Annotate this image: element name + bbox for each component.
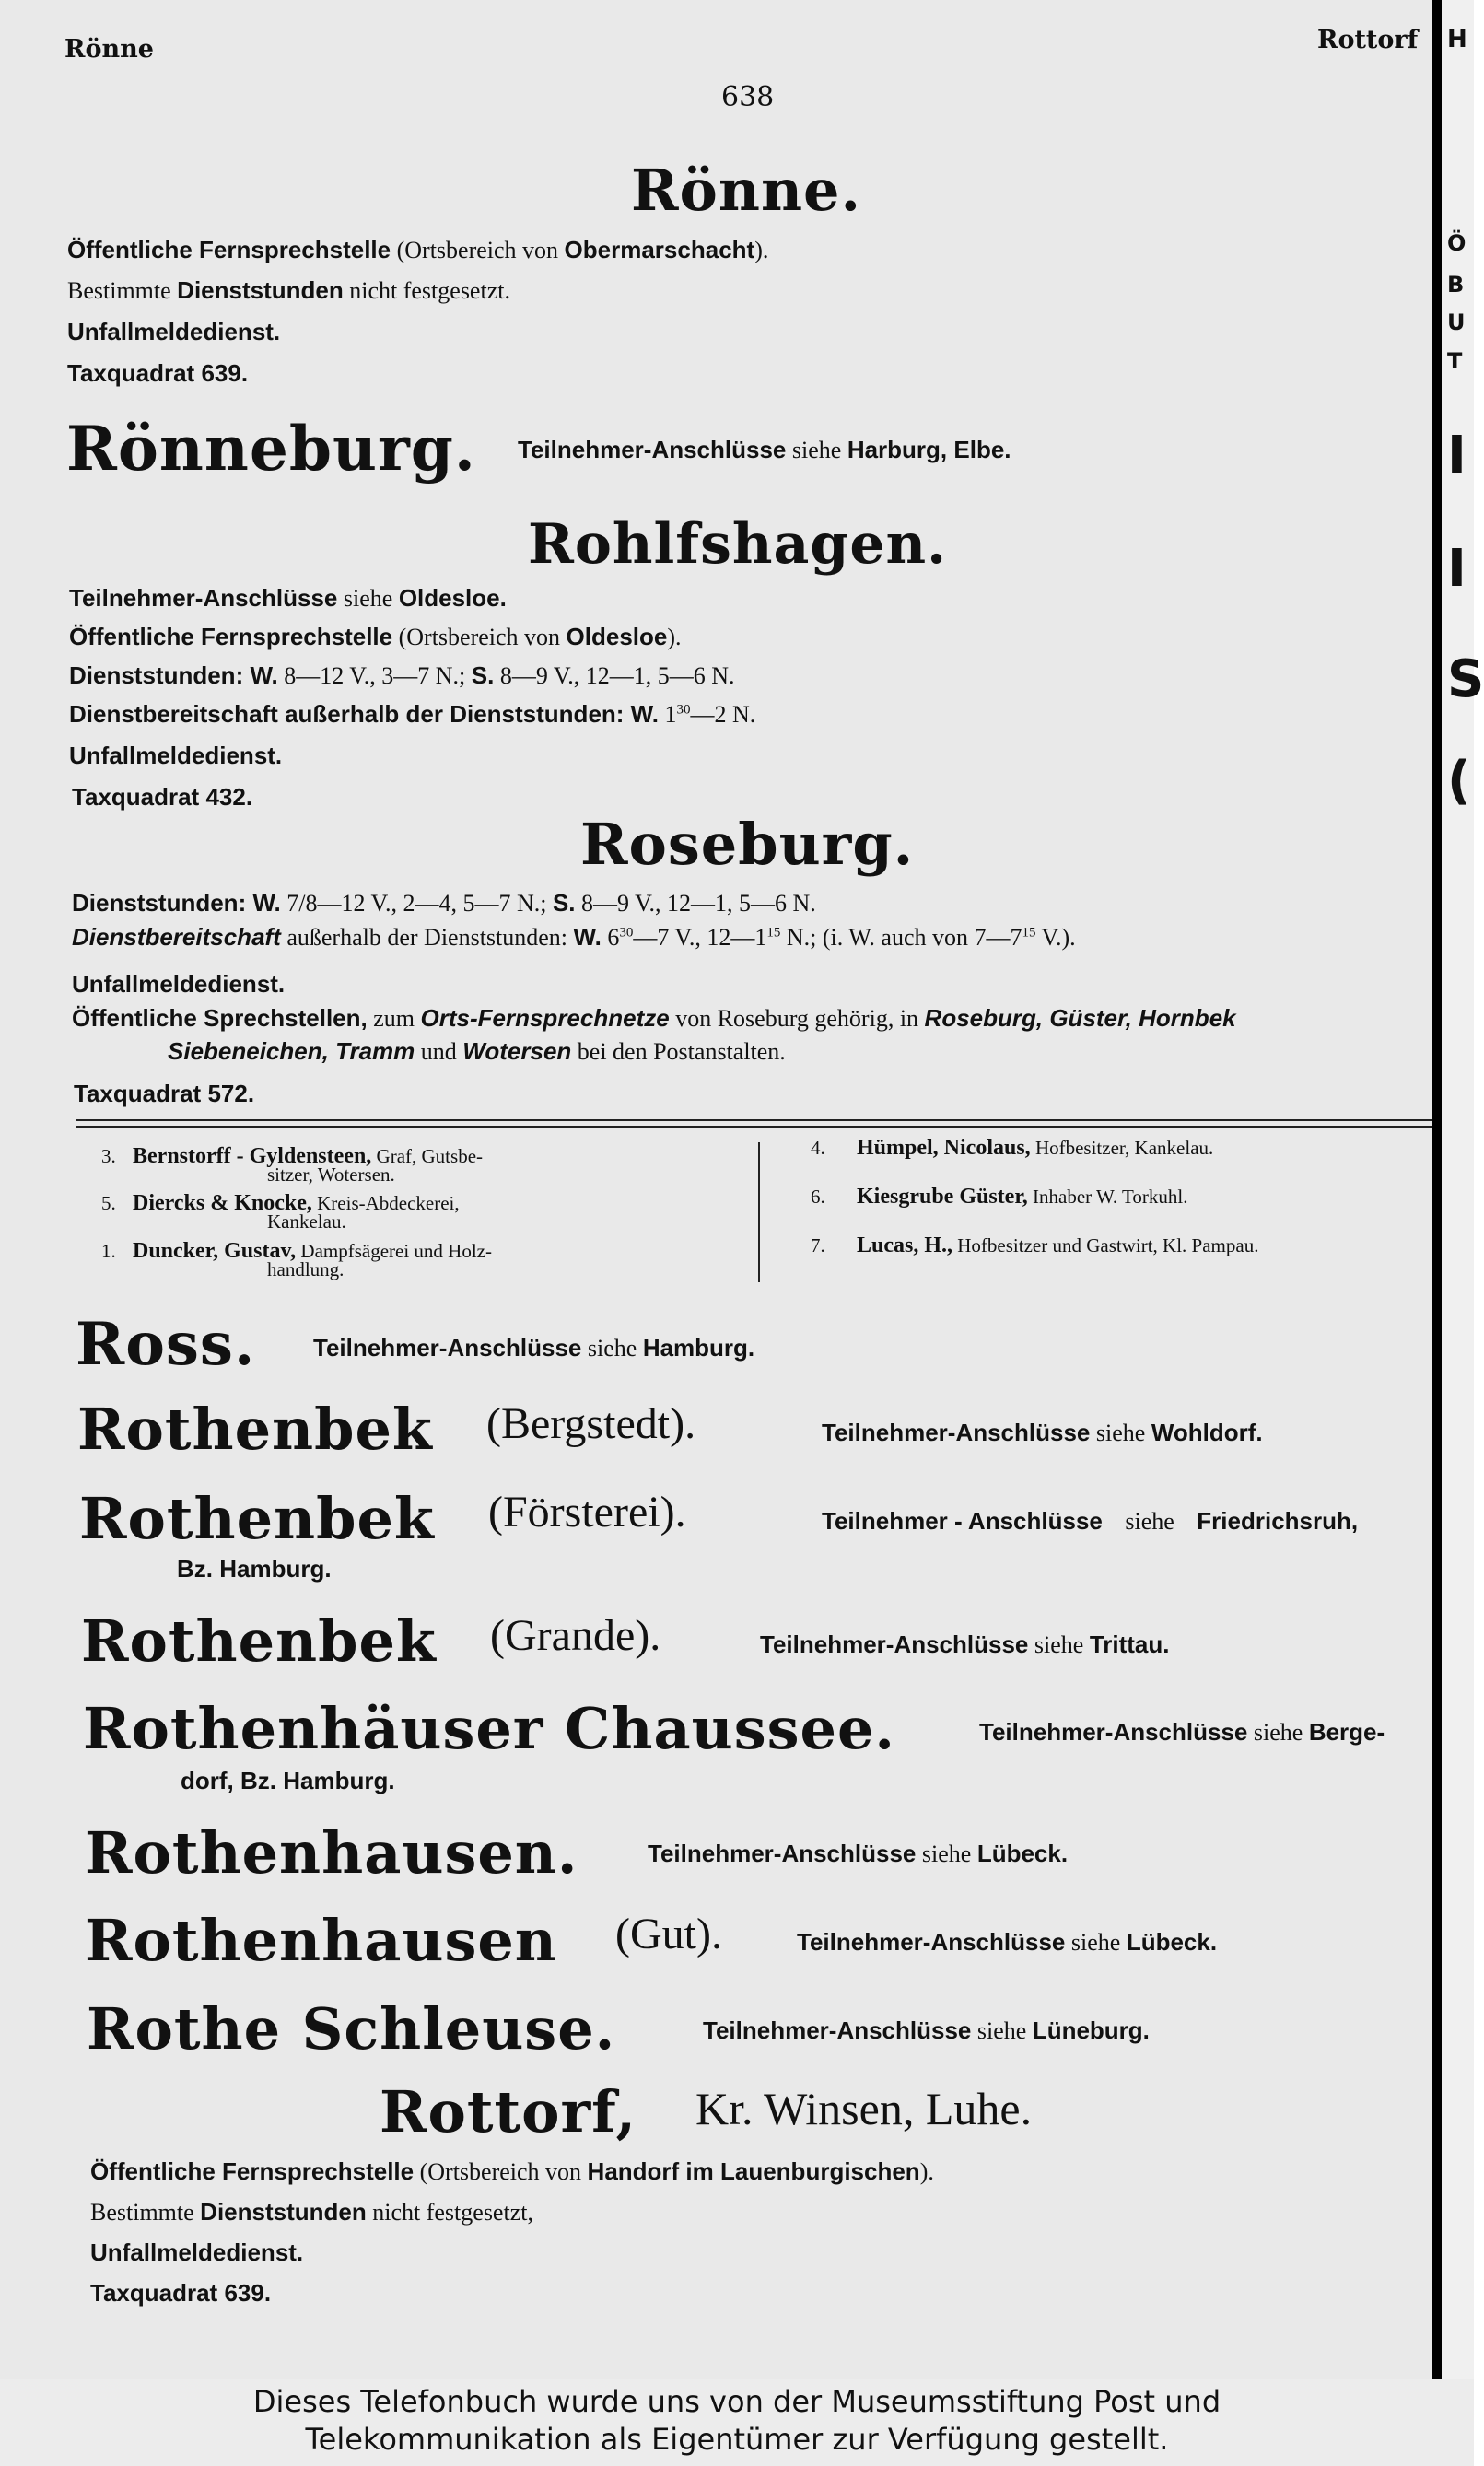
rothenhaeuser-reference-cont: dorf, Bz. Hamburg. <box>181 1767 395 1794</box>
entry-title-rothenhausen: Rothenhausen. <box>85 1819 578 1887</box>
roenne-line-3: Unfallmeldedienst. <box>67 318 281 345</box>
roenneburg-reference: Teilnehmer-Anschlüsse siehe Harburg, Elbe. <box>518 436 1011 463</box>
margin-letter: B <box>1447 272 1465 298</box>
rohlfshagen-line-2: Öffentliche Fernsprechstelle (Ortsbereich von Oldesloe). <box>69 623 682 650</box>
margin-letter: U <box>1447 310 1466 335</box>
rohlfshagen-line-5: Unfallmeldedienst. <box>69 742 283 769</box>
rothenbek-foersterei-reference-cont: Bz. Hamburg. <box>177 1555 332 1583</box>
column-divider <box>758 1142 760 1282</box>
subscriber-item: 4. Hümpel, Nicolaus, Hofbesitzer, Kankelau. <box>811 1136 1214 1160</box>
rohlfshagen-line-6: Taxquadrat 432. <box>72 783 253 811</box>
roseburg-line-2: Dienstbereitschaft außerhalb der Dienststunden: W. $6^{30}—7$ V., $12—1^{15}$ N.; (i. W. auch von $7—7^{15}$ V.). <box>72 923 1076 951</box>
rothenbek-foersterei-reference: Teilnehmer - Anschlüsse siehe Friedrichsruh, <box>822 1507 1359 1535</box>
entry-title-rothe-schleuse: Rothe Schleuse. <box>87 1995 616 2063</box>
roseburg-line-1: Dienststunden: W. 7/8—12 V., 2—4, 5—7 N.; S. 8—9 V., 12—1, 5—6 N. <box>72 889 816 917</box>
adjacent-page-margin <box>1432 0 1484 2379</box>
margin-letter: I <box>1447 539 1466 599</box>
rothenhausen-gut-reference: Teilnehmer-Anschlüsse siehe Lübeck. <box>797 1928 1218 1956</box>
entry-title-rothenbek-grande: Rothenbek <box>81 1607 437 1675</box>
subscriber-item: 3. Bernstorff - Gyldensteen, Graf, Gutsbe- sitzer, Wotersen. <box>101 1144 484 1186</box>
footer-line-2: Telekommunikation als Eigentümer zur Verfügung gestellt. <box>305 2422 1169 2457</box>
margin-letter: T <box>1447 348 1463 374</box>
margin-letter: H <box>1447 26 1467 53</box>
rottorf-line-2: Bestimmte Dienststunden nicht festgesetzt, <box>90 2198 533 2226</box>
entry-title-rothenhaeuser-chaussee: Rothenhäuser Chaussee. <box>83 1695 896 1762</box>
entry-title-roseburg: Roseburg. <box>580 811 915 878</box>
entry-title-rottorf: Rottorf, <box>380 2078 637 2145</box>
rule-bottom <box>76 1126 1439 1128</box>
roseburg-line-4: Öffentliche Sprechstellen, zum Orts-Fernsprechnetze von Roseburg gehörig, in Roseburg, Güster, Hornbek <box>72 1004 1236 1032</box>
rothenbek-bergstedt-reference: Teilnehmer-Anschlüsse siehe Wohldorf. <box>822 1419 1263 1446</box>
footer-line-1: Dieses Telefonbuch wurde uns von der Museumsstiftung Post und <box>252 2384 1221 2419</box>
entry-title-roenneburg: Rönneburg. <box>66 413 476 485</box>
rottorf-line-1: Öffentliche Fernsprechstelle (Ortsbereich von Handorf im Lauenburgischen). <box>90 2157 934 2185</box>
rohlfshagen-line-1: Teilnehmer-Anschlüsse siehe Oldesloe. <box>69 584 507 612</box>
rothenbek-foersterei-qualifier: (Försterei). <box>488 1488 686 1537</box>
running-header-right: Rottorf <box>1317 26 1419 54</box>
margin-letter: S <box>1447 649 1484 709</box>
rothenbek-grande-reference: Teilnehmer-Anschlüsse siehe Trittau. <box>760 1630 1170 1658</box>
roseburg-line-5: Siebeneichen, Tramm und Wotersen bei den Postanstalten. <box>168 1037 786 1065</box>
entry-title-rohlfshagen: Rohlfshagen. <box>528 512 948 577</box>
rothe-schleuse-reference: Teilnehmer-Anschlüsse siehe Lüneburg. <box>703 2016 1150 2044</box>
subscriber-item: 1. Duncker, Gustav, Dampfsägerei und Holz- handlung. <box>101 1239 492 1280</box>
margin-letter: ( <box>1447 751 1471 811</box>
provenance-footer <box>0 2379 1474 2466</box>
entry-title-rothenbek-bergstedt: Rothenbek <box>77 1396 433 1463</box>
subscriber-item: 6. Kiesgrube Güster, Inhaber W. Torkuhl. <box>811 1185 1188 1209</box>
rothenhausen-reference: Teilnehmer-Anschlüsse siehe Lübeck. <box>648 1840 1069 1867</box>
subscriber-item: 5. Diercks & Knocke, Kreis-Abdeckerei, Kankelau. <box>101 1191 460 1233</box>
rottorf-line-3: Unfallmeldedienst. <box>90 2238 304 2266</box>
entry-title-ross: Ross. <box>76 1310 256 1379</box>
roenne-line-2: Bestimmte Dienststunden nicht festgesetzt. <box>67 276 510 304</box>
rothenbek-bergstedt-qualifier: (Bergstedt). <box>486 1399 696 1448</box>
rothenhausen-gut-qualifier: (Gut). <box>615 1910 722 1958</box>
rohlfshagen-line-3: Dienststunden: W. 8—12 V., 3—7 N.; S. 8—9 V., 12—1, 5—6 N. <box>69 661 735 689</box>
rothenbek-grande-qualifier: (Grande). <box>490 1611 661 1660</box>
running-header-left: Rönne <box>64 35 154 64</box>
subscriber-item: 7. Lucas, H., Hofbesitzer und Gastwirt, Kl. Pampau. <box>811 1233 1259 1257</box>
rohlfshagen-line-4: Dienstbereitschaft außerhalb der Dienststunden: W. $1^{30}—2$ N. <box>69 700 756 728</box>
margin-letter: I <box>1447 426 1466 485</box>
ross-reference: Teilnehmer-Anschlüsse siehe Hamburg. <box>313 1334 755 1362</box>
entry-title-roenne: Rönne. <box>631 157 862 224</box>
entry-title-rothenbek-foersterei: Rothenbek <box>79 1485 435 1552</box>
rottorf-line-4: Taxquadrat 639. <box>90 2279 272 2307</box>
gutter-rule <box>1432 0 1442 2379</box>
roseburg-line-6: Taxquadrat 572. <box>74 1080 255 1107</box>
roseburg-line-3: Unfallmeldedienst. <box>72 970 286 998</box>
rothenhaeuser-reference: Teilnehmer-Anschlüsse siehe Berge- <box>979 1718 1385 1746</box>
entry-title-rothenhausen-gut: Rothenhausen <box>85 1907 557 1974</box>
roenne-line-4: Taxquadrat 639. <box>67 359 249 387</box>
rottorf-qualifier: Kr. Winsen, Luhe. <box>695 2083 1033 2134</box>
page-number: 638 <box>721 81 775 113</box>
margin-letter: Ö <box>1447 230 1466 256</box>
roenne-line-1: Öffentliche Fernsprechstelle (Ortsbereich von Obermarschacht). <box>67 236 769 263</box>
rule-top <box>76 1119 1439 1121</box>
